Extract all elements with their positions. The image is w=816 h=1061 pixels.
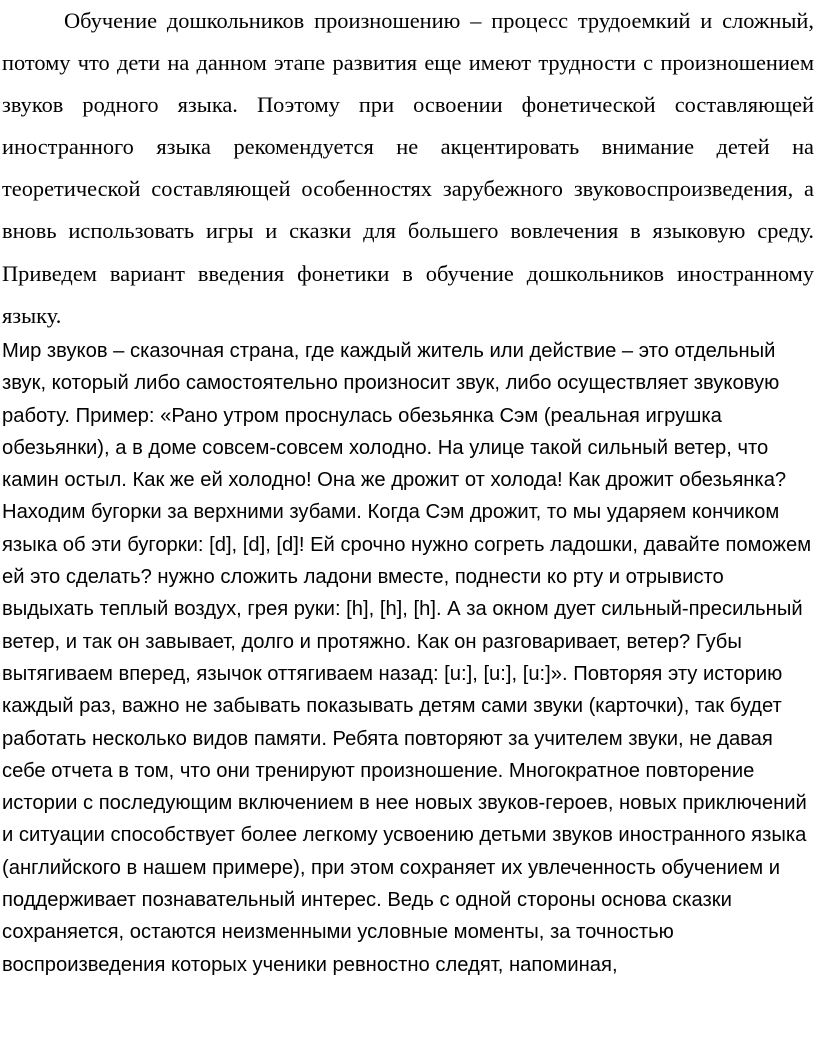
intro-paragraph: Обучение дошкольников произношению – процесс трудоемкий и сложный, потому что дети на данном этапе развития еще имеют трудности с произношением звуков родного языка. Поэтому при освоении фонетической составляющей иностранного языка рекомендуется не акцентировать внимание детей на теоретической составляющей особенностях зарубежного звуковоспроизведения, а вновь использовать игры и сказки для большего вовлечения в языковую среду. Приведем вариант введения фонетики в обучение дошкольников иностранному языку. [2, 8, 814, 328]
example-paragraph: Мир звуков – сказочная страна, где каждый житель или действие – это отдельный звук, который либо самостоятельно произносит звук, либо осуществляет звуковую работу. Пример: «Рано утром проснулась обезьянка Сэм (реальная игрушка обезьянки), а в доме совсем-совсем холодно. На улице такой сильный ветер, что камин остыл. Как же ей холодно! Она же дрожит от холода! Как дрожит обезьянка? Находим бугорки за верхними зубами. Когда Сэм дрожит, то мы ударяем кончиком языка об эти бугорки: [d], [d], [d]! Ей срочно нужно согреть ладошки, давайте поможем ей это сделать? нужно сложить ладони вместе, поднести ко рту и отрывисто выдыхать теплый воздух, грея руки: [h], [h], [h]. А за окном дует сильный-пресильный ветер, и так он завывает, долго и протяжно. Как он разговаривает, ветер? Губы вытягиваем вперед, язычок оттягиваем назад: [u:], [u:], [u:]». Повторяя эту историю каждый раз, важно не забывать показывать детям сами звуки (карточки), так будет работать несколько видов памяти. Ребята повторяют за учителем звуки, не давая себе отчета в том, что они тренируют произношение. Многократное повторение истории с последующим включением в нее новых звуков-героев, новых приключений и ситуации способствует более легкому усвоению детьми звуков иностранного языка (английского в нашем примере), при этом сохраняет их увлеченность обучением и поддерживает познавательный интерес. Ведь с одной стороны основа сказки сохраняется, остаются неизменными условные моменты, за точностью воспроизведения которых ученики ревностно следят, напоминая, [2, 340, 812, 976]
